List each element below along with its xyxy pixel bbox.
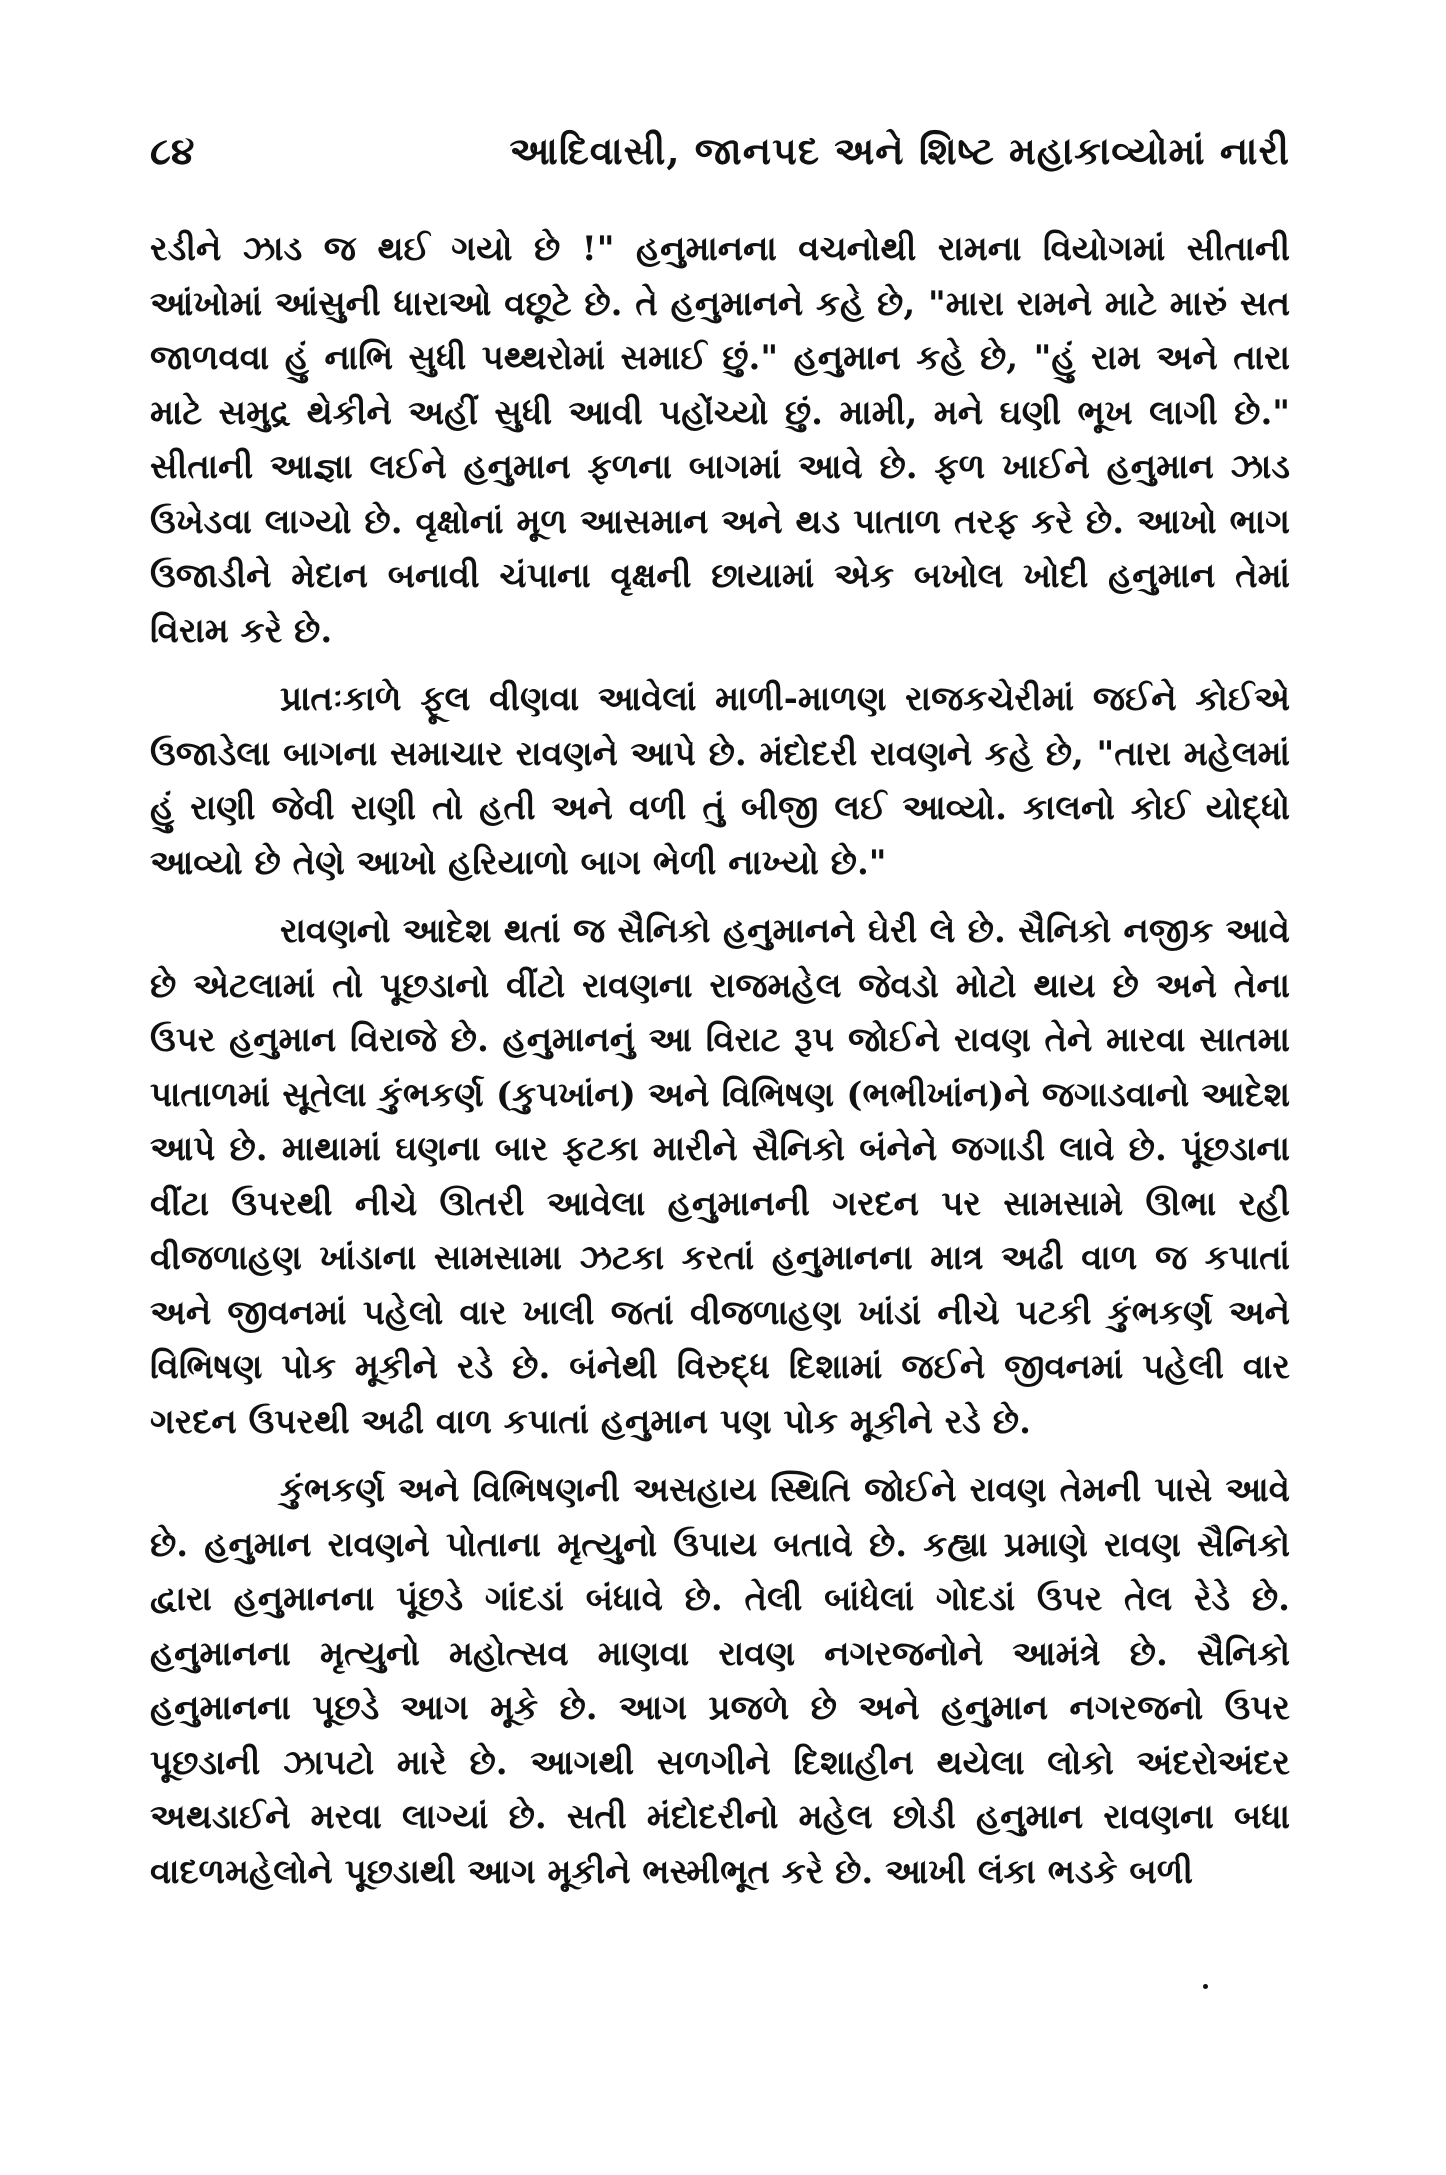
body-text xyxy=(150,222,1290,1899)
running-title: આદિવાસી, જાનપદ અને શિષ્ટ મહાકાવ્યોમાં નારી xyxy=(509,128,1290,173)
ink-speck xyxy=(1203,1984,1208,1989)
page-number: ૮૪ xyxy=(150,128,195,173)
paragraph-soldiers-surround: રાવણનો આદેશ થતાં જ સૈનિકો હનુમાનને ઘેરી લે છે. સૈનિકો નજીક આવે છે એટલામાં તો પૂછડાનો વીંટો રાવણના રાજમહેલ જેવડો મોટો થાય છે અને તેના ઉપર હનુમાન વિરાજે છે. હનુમાનનું આ વિરાટ રૂપ જોઈને રાવણ તેને મારવા સાતમા પાતાળમાં સૂતેલા કુંભકર્ણ (કુપખાંન) અને વિભિષણ (ભભીખાંન)ને જગાડવાનો આદેશ આપે છે. માથામાં ઘણના બાર ફટકા મારીને સૈનિકો બંનેને જગાડી લાવે છે. પૂંછડાના વીંટા ઉપરથી નીચે ઊતરી આવેલા હનુમાનની ગરદન પર સામસામે ઊભા રહી વીજળાહણ ખાંડાના સામસામા ઝટકા કરતાં હનુમાનના માત્ર અઢી વાળ જ કપાતાં અને જીવનમાં પહેલો વાર ખાલી જતાં વીજળાહણ ખાંડાં નીચે પટકી કુંભકર્ણ અને વિભિષણ પોક મૂકીને રડે છે. બંનેથી વિરુદ્ધ દિશામાં જઈને જીવનમાં પહેલી વાર ગરદન ઉપરથી અઢી વાળ કપાતાં હનુમાન પણ પોક મૂકીને રડે છે. xyxy=(150,911,1290,1442)
paragraph-lanka-burning: કુંભકર્ણ અને વિભિષણની અસહાય સ્થિતિ જોઈને રાવણ તેમની પાસે આવે છે. હનુમાન રાવણને પોતાના મૃત્યુનો ઉપાય બતાવે છે. કહ્યા પ્રમાણે રાવણ સૈનિકો દ્વારા હનુમાનના પૂંછડે ગાંદડાં બંધાવે છે. તેલી બાંધેલાં ગોદડાં ઉપર તેલ રેડે છે. હનુમાનના મૃત્યુનો મહોત્સવ માણવા રાવણ નગરજનોને આમંત્રે છે. સૈનિકો હનુમાનના પૂછડે આગ મૂકે છે. આગ પ્રજળે છે અને હનુમાન નગરજનો ઉપર પૂછડાની ઝાપટો મારે છે. આગથી સળગીને દિશાહીન થયેલા લોકો અંદરોઅંદર અથડાઈને મરવા લાગ્યાં છે. સતી મંદોદરીનો મહેલ છોડી હનુમાન રાવણના બધા વાદળમહેલોને પૂછડાથી આગ મૂકીને ભસ્મીભૂત કરે છે. આખી લંકા ભડકે બળી xyxy=(150,1470,1290,1892)
page-header xyxy=(150,128,1290,188)
paragraph-continuation: રડીને ઝાડ જ થઈ ગયો છે !" હનુમાનના વચનોથી રામના વિયોગમાં સીતાની આંખોમાં આંસુની ધારાઓ વછૂટે છે. તે હનુમાનને કહે છે, "મારા રામને માટે મારું સત જાળવવા હું નાભિ સુધી પથ્થરોમાં સમાઈ છું." હનુમાન કહે છે, "હું રામ અને તારા માટે સમુદ્ર થેકીને અહીં સુધી આવી પહોંચ્યો છું. મામી, મને ઘણી ભૂખ લાગી છે." સીતાની આજ્ઞા લઈને હનુમાન ફળના બાગમાં આવે છે. ફળ ખાઈને હનુમાન ઝાડ ઉખેડવા લાગ્યો છે. વૃક્ષોનાં મૂળ આસમાન અને થડ પાતાળ તરફ કરે છે. આખો ભાગ ઉજાડીને મેદાન બનાવી ચંપાના વૃક્ષની છાયામાં એક બખોલ ખોદી હનુમાન તેમાં વિરામ કરે છે. xyxy=(150,229,1290,651)
paragraph-morning-garden-news: પ્રાતઃકાળે ફૂલ વીણવા આવેલાં માળી-માળણ રાજકચેરીમાં જઈને કોઈએ ઉજાડેલા બાગના સમાચાર રાવણને આપે છે. મંદોદરી રાવણને કહે છે, "તારા મહેલમાં હું રાણી જેવી રાણી તો હતી અને વળી તું બીજી લઈ આવ્યો. કાલનો કોઈ યોદ્ધો આવ્યો છે તેણે આખો હરિયાળો બાગ ભેળી નાખ્યો છે." xyxy=(150,679,1290,883)
